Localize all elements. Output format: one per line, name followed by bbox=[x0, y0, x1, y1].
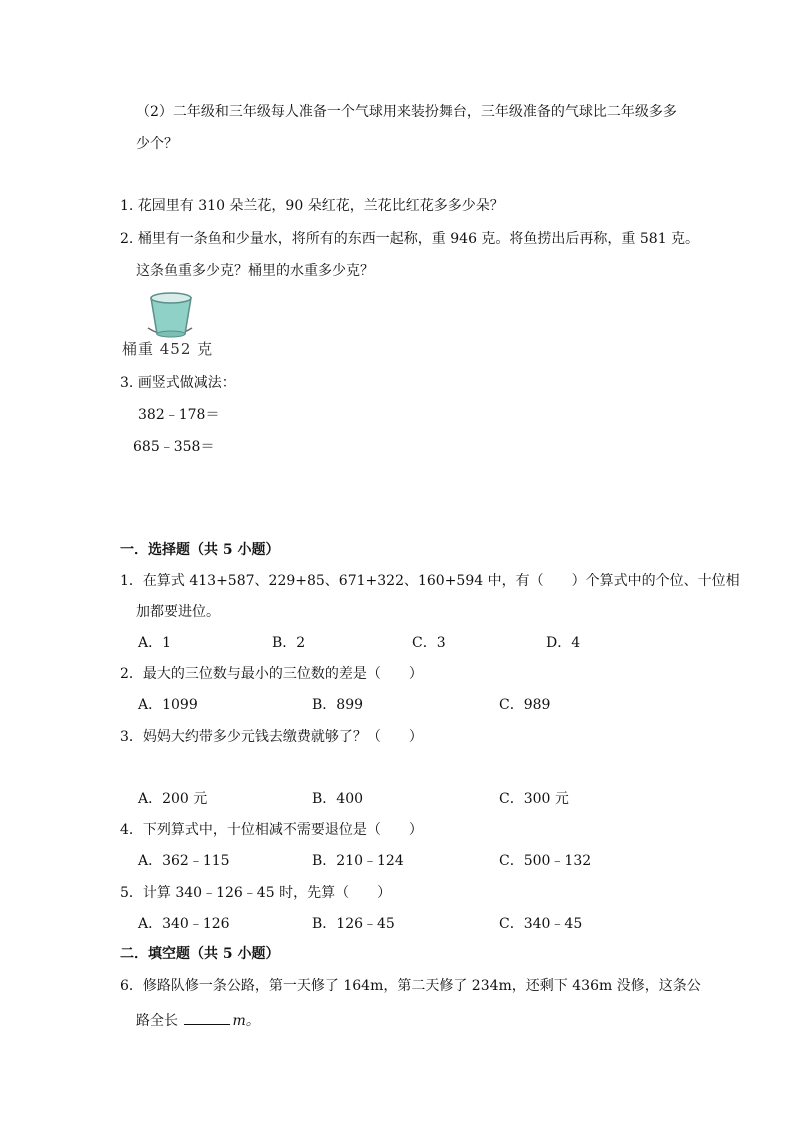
option-b[interactable]: B．126﹣45 bbox=[312, 916, 395, 932]
question-6-line2 bbox=[136, 1010, 260, 1031]
section-heading: 一．选择题（共 5 小题） bbox=[120, 542, 280, 558]
question-stem: 4．下列算式中，十位相减不需要退位是（ ） bbox=[120, 822, 423, 838]
option-d[interactable]: D．4 bbox=[546, 635, 581, 651]
section-heading: 二．填空题（共 5 小题） bbox=[120, 946, 280, 962]
option-c[interactable]: C．3 bbox=[412, 635, 446, 651]
problem-2 bbox=[120, 229, 699, 249]
problem-number: 1. bbox=[120, 198, 134, 214]
question-stem: 加都要进位。 bbox=[136, 604, 220, 620]
option-a[interactable]: A．200 元 bbox=[138, 791, 208, 807]
problem-1 bbox=[120, 196, 504, 216]
option-a[interactable]: A．362﹣115 bbox=[138, 853, 230, 869]
question-stem: 6．修路队修一条公路，第一天修了 164m，第二天修了 234m，还剩下 436m 没修，这条公 bbox=[120, 978, 701, 994]
answer-blank[interactable] bbox=[184, 1010, 230, 1025]
question-text: 路全长 bbox=[136, 1013, 178, 1029]
option-b[interactable]: B．400 bbox=[312, 791, 364, 807]
option-c[interactable]: C．340﹣45 bbox=[499, 916, 583, 932]
option-b[interactable]: B．2 bbox=[272, 635, 306, 651]
option-b[interactable]: B．899 bbox=[312, 697, 364, 713]
option-c[interactable]: C．500﹣132 bbox=[499, 853, 592, 869]
problem-text: 花园里有 310 朵兰花，90 朵红花，兰花比红花多多少朵？ bbox=[137, 198, 504, 214]
unit-label: m。 bbox=[232, 1013, 260, 1029]
option-a[interactable]: A．340﹣126 bbox=[138, 916, 230, 932]
problem-number: 2. bbox=[120, 231, 134, 247]
subtraction-expr: 685﹣358＝ bbox=[133, 439, 215, 455]
option-c[interactable]: C．989 bbox=[499, 697, 551, 713]
option-a[interactable]: A．1 bbox=[138, 635, 172, 651]
question-stem: 5．计算 340﹣126﹣45 时，先算（ ） bbox=[120, 885, 392, 901]
q2-line1: （2）二年级和三年级每人准备一个气球用来装扮舞台，三年级准备的气球比二年级多多 bbox=[136, 104, 677, 120]
option-a[interactable]: A．1099 bbox=[138, 697, 198, 713]
problem-number: 3. bbox=[120, 375, 134, 391]
option-b[interactable]: B．210﹣124 bbox=[312, 853, 404, 869]
q2-line2: 少个？ bbox=[136, 136, 178, 152]
bucket-caption: 桶重 452 克 bbox=[122, 340, 214, 358]
option-c[interactable]: C．300 元 bbox=[499, 791, 569, 807]
question-stem: 1．在算式 413+587、229+85、671+322、160+594 中，有（ ）个算式中的个位、十位相 bbox=[120, 573, 740, 589]
question-stem: 3．妈妈大约带多少元钱去缴费就够了？（ ） bbox=[120, 729, 423, 745]
problem-text: 桶里有一条鱼和少量水，将所有的东西一起称，重 946 克。将鱼捞出后再称，重 581 克。 bbox=[137, 231, 700, 247]
question-stem: 2．最大的三位数与最小的三位数的差是（ ） bbox=[120, 666, 423, 682]
problem-3 bbox=[120, 373, 236, 393]
subtraction-expr: 382﹣178＝ bbox=[138, 407, 220, 423]
bucket-image bbox=[118, 290, 218, 360]
problem-2-line2: 这条鱼重多少克？桶里的水重多少克？ bbox=[136, 263, 374, 279]
problem-text: 画竖式做减法： bbox=[137, 375, 236, 391]
